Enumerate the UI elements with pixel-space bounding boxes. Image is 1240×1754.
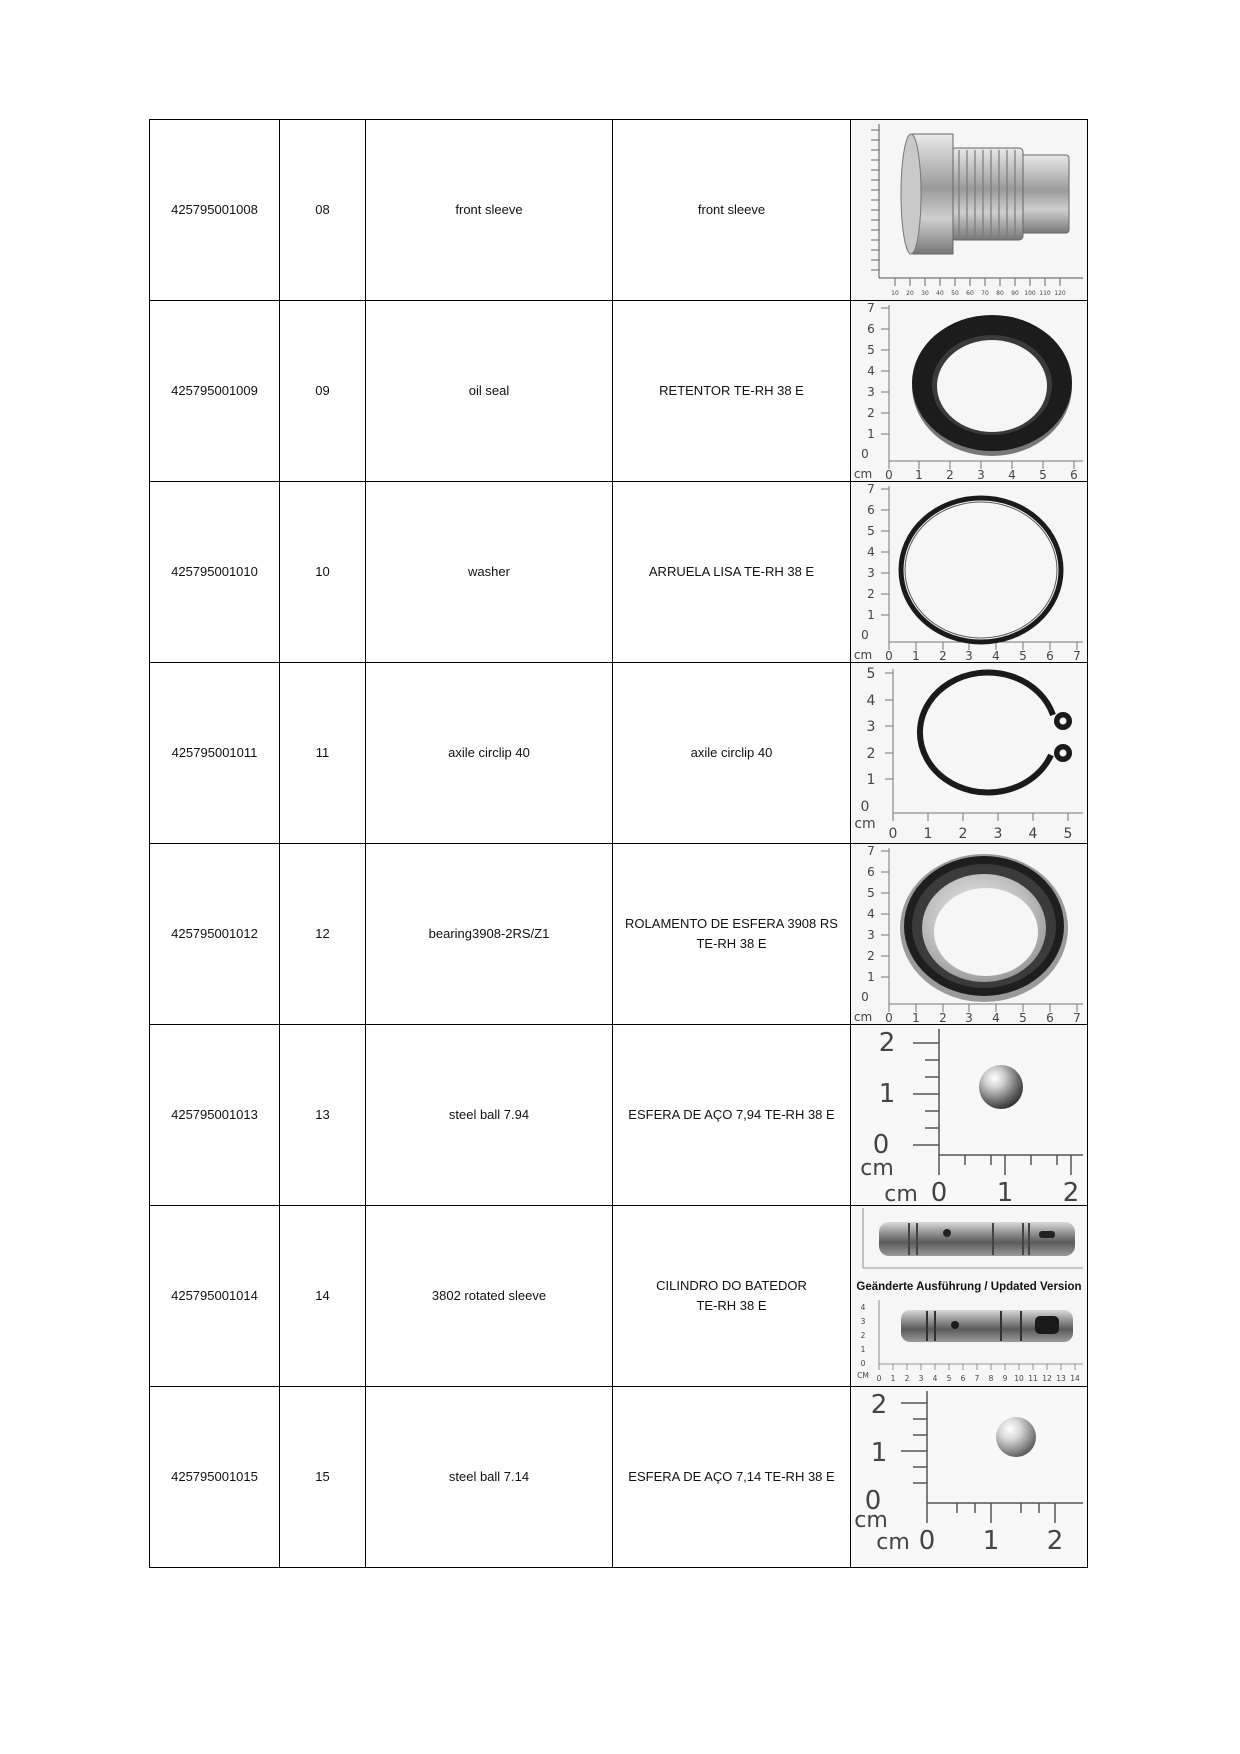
description-pt: axile circlip 40: [613, 663, 851, 844]
scale-tick-label: 3: [993, 826, 1003, 842]
description-pt: ESFERA DE AÇO 7,94 TE-RH 38 E: [613, 1025, 851, 1206]
scale-tick-label: 6: [867, 865, 875, 879]
scale-tick-label: 0: [888, 826, 898, 842]
scale-tick-label: 10: [891, 290, 899, 297]
scale-tick-label: 90: [1011, 290, 1019, 297]
scale-tick-label: 1: [867, 970, 875, 984]
scale-tick-label: 4: [860, 1303, 866, 1312]
part-code: 425795001014: [150, 1206, 280, 1387]
scale-unit-label: cm: [884, 1182, 918, 1205]
scale-tick-label: 0: [861, 628, 869, 642]
scale-tick-label: 3: [867, 385, 875, 399]
scale-tick-label: 5: [1039, 468, 1047, 481]
scale-unit-label: CM: [857, 1371, 869, 1380]
scale-tick-label: 2: [1046, 1526, 1064, 1556]
scale-tick-label: 0: [861, 990, 869, 1004]
scale-tick-label: 2: [878, 1028, 896, 1058]
scale-tick-label: 4: [992, 1011, 1000, 1024]
scale-tick-label: 2: [867, 587, 875, 601]
scale-tick-label: 2: [939, 1011, 947, 1024]
scale-tick-label: 4: [992, 649, 1000, 662]
description-pt-line: ROLAMENTO DE ESFERA 3908 RS: [625, 916, 838, 931]
scale-tick-label: 50: [951, 290, 959, 297]
scale-tick-label: 1: [866, 772, 876, 788]
table-row: [150, 301, 1088, 482]
scale-tick-label: 13: [1056, 1374, 1066, 1383]
scale-tick-label: 1: [870, 1438, 888, 1468]
scale-tick-label: 3: [866, 719, 876, 735]
scale-tick-label: 110: [1039, 290, 1051, 297]
description-en: front sleeve: [366, 120, 613, 301]
bearing-photo: [851, 844, 1088, 1024]
part-photo: [851, 663, 1088, 844]
scale-tick-label: 1: [860, 1345, 866, 1354]
part-photo: [851, 482, 1088, 663]
part-photo: [851, 120, 1088, 301]
scale-tick-label: 1: [867, 427, 875, 441]
scale-tick-label: 3: [860, 1317, 866, 1326]
steel-ball-photo: [851, 1387, 1088, 1567]
part-photo: [851, 301, 1088, 482]
description-pt: RETENTOR TE-RH 38 E: [613, 301, 851, 482]
scale-tick-label: 100: [1024, 290, 1036, 297]
scale-tick-label: 2: [904, 1374, 910, 1383]
scale-tick-label: 4: [1028, 826, 1038, 842]
scale-tick-label: 2: [870, 1390, 888, 1420]
part-code: 425795001012: [150, 844, 280, 1025]
scale-tick-label: 2: [860, 1331, 866, 1340]
scale-tick-label: 2: [867, 949, 875, 963]
scale-tick-label: 120: [1054, 290, 1066, 297]
scale-tick-label: 8: [988, 1374, 994, 1383]
description-pt-line: TE-RH 38 E: [696, 936, 767, 951]
scale-tick-label: 2: [867, 406, 875, 420]
scale-tick-label: 5: [1019, 649, 1027, 662]
scale-tick-label: 0: [861, 447, 869, 461]
scale-tick-label: 80: [996, 290, 1004, 297]
scale-tick-label: 4: [867, 364, 875, 378]
scale-tick-label: 4: [867, 545, 875, 559]
scale-tick-label: 7: [867, 301, 875, 315]
front-sleeve-photo: [851, 120, 1088, 300]
scale-tick-label: 5: [867, 886, 875, 900]
description-en: bearing3908-2RS/Z1: [366, 844, 613, 1025]
scale-tick-label: 5: [867, 343, 875, 357]
scale-unit-label: cm: [876, 1530, 910, 1555]
scale-unit-label: cm: [853, 1010, 873, 1024]
steel-ball-photo: [851, 1025, 1088, 1205]
scale-tick-label: 7: [974, 1374, 980, 1383]
scale-unit-label: cm: [853, 648, 873, 662]
description-pt: front sleeve: [613, 120, 851, 301]
scale-tick-label: 0: [860, 1359, 866, 1368]
description-pt: [613, 1206, 851, 1387]
scale-tick-label: 11: [1028, 1374, 1038, 1383]
table-row: [150, 482, 1088, 663]
scale-tick-label: 5: [867, 524, 875, 538]
part-code: 425795001015: [150, 1387, 280, 1568]
scale-tick-label: 1: [982, 1526, 1000, 1556]
scale-tick-label: 1: [996, 1178, 1014, 1205]
scale-tick-label: 5: [1019, 1011, 1027, 1024]
position-number: 12: [280, 844, 366, 1025]
table-row: [150, 1025, 1088, 1206]
scale-tick-label: 0: [872, 1130, 890, 1160]
scale-tick-label: 6: [1046, 1011, 1054, 1024]
scale-tick-label: 20: [906, 290, 914, 297]
oil-seal-photo: [851, 301, 1088, 481]
scale-tick-label: 6: [867, 503, 875, 517]
scale-tick-label: 9: [1002, 1374, 1008, 1383]
description-en: 3802 rotated sleeve: [366, 1206, 613, 1387]
scale-tick-label: 6: [1070, 468, 1078, 481]
position-number: 09: [280, 301, 366, 482]
scale-tick-label: 14: [1070, 1374, 1080, 1383]
scale-tick-label: 2: [946, 468, 954, 481]
scale-tick-label: 2: [1062, 1178, 1080, 1205]
scale-tick-label: 1: [867, 608, 875, 622]
scale-unit-label: cm: [854, 816, 876, 832]
scale-tick-label: 1: [915, 468, 923, 481]
rotated-sleeve-photo: [851, 1206, 1088, 1386]
circlip-photo: [851, 663, 1088, 843]
scale-tick-label: 1: [912, 649, 920, 662]
description-en: axile circlip 40: [366, 663, 613, 844]
scale-tick-label: 4: [867, 907, 875, 921]
scale-tick-label: 6: [1046, 649, 1054, 662]
scale-tick-label: 5: [866, 666, 876, 682]
description-en: steel ball 7.14: [366, 1387, 613, 1568]
position-number: 11: [280, 663, 366, 844]
description-pt: [613, 844, 851, 1025]
scale-tick-label: 0: [918, 1526, 936, 1556]
part-photo: [851, 1387, 1088, 1568]
scale-tick-label: 3: [965, 649, 973, 662]
table-row: [150, 663, 1088, 844]
scale-tick-label: 0: [885, 468, 893, 481]
scale-tick-label: 1: [890, 1374, 896, 1383]
scale-tick-label: 2: [939, 649, 947, 662]
scale-tick-label: 3: [867, 566, 875, 580]
scale-tick-label: 5: [946, 1374, 952, 1383]
description-en: oil seal: [366, 301, 613, 482]
part-code: 425795001010: [150, 482, 280, 663]
scale-tick-label: 0: [885, 1011, 893, 1024]
scale-tick-label: 1: [912, 1011, 920, 1024]
scale-tick-label: 1: [923, 826, 933, 842]
scale-unit-label: cm: [853, 467, 873, 481]
table-row: [150, 844, 1088, 1025]
washer-photo: [851, 482, 1088, 662]
description-en: steel ball 7.94: [366, 1025, 613, 1206]
scale-tick-label: 1: [878, 1079, 896, 1109]
table-row: [150, 1206, 1088, 1387]
scale-tick-label: 2: [958, 826, 968, 842]
position-number: 08: [280, 120, 366, 301]
part-code: 425795001008: [150, 120, 280, 301]
scale-tick-label: 30: [921, 290, 929, 297]
scale-tick-label: 4: [932, 1374, 938, 1383]
scale-tick-label: 0: [930, 1178, 948, 1205]
scale-tick-label: 60: [966, 290, 974, 297]
scale-tick-label: 2: [866, 746, 876, 762]
scale-tick-label: 3: [965, 1011, 973, 1024]
position-number: 13: [280, 1025, 366, 1206]
parts-table: [149, 119, 1088, 1568]
scale-tick-label: 3: [977, 468, 985, 481]
part-code: 425795001009: [150, 301, 280, 482]
scale-tick-label: 7: [867, 482, 875, 496]
scale-tick-label: 0: [860, 799, 870, 815]
scale-tick-label: 4: [866, 693, 876, 709]
scale-tick-label: 4: [1008, 468, 1016, 481]
scale-tick-label: 6: [960, 1374, 966, 1383]
scale-tick-label: 0: [876, 1374, 882, 1383]
table-row: [150, 1387, 1088, 1568]
scale-tick-label: 3: [918, 1374, 924, 1383]
part-photo: [851, 1206, 1088, 1387]
table-row: [150, 120, 1088, 301]
description-pt-line: CILINDRO DO BATEDOR: [656, 1278, 807, 1293]
scale-tick-label: 7: [867, 844, 875, 858]
scale-tick-label: 40: [936, 290, 944, 297]
description-en: washer: [366, 482, 613, 663]
scale-tick-label: 5: [1063, 826, 1073, 842]
scale-unit-label: cm: [854, 1508, 888, 1533]
scale-tick-label: 3: [867, 928, 875, 942]
part-photo: [851, 844, 1088, 1025]
scale-tick-label: 12: [1042, 1374, 1052, 1383]
scale-tick-label: 7: [1073, 649, 1081, 662]
description-pt-line: TE-RH 38 E: [696, 1298, 767, 1313]
position-number: 15: [280, 1387, 366, 1568]
scale-tick-label: 0: [864, 1486, 882, 1516]
updated-version-caption: Geänderte Ausführung / Updated Version: [856, 1281, 1082, 1293]
scale-tick-label: 10: [1014, 1374, 1024, 1383]
part-code: 425795001013: [150, 1025, 280, 1206]
description-pt: ESFERA DE AÇO 7,14 TE-RH 38 E: [613, 1387, 851, 1568]
description-pt: ARRUELA LISA TE-RH 38 E: [613, 482, 851, 663]
position-number: 10: [280, 482, 366, 663]
scale-unit-label: cm: [860, 1156, 894, 1181]
scale-tick-label: 7: [1073, 1011, 1081, 1024]
part-code: 425795001011: [150, 663, 280, 844]
scale-tick-label: 0: [885, 649, 893, 662]
scale-tick-label: 6: [867, 322, 875, 336]
part-photo: [851, 1025, 1088, 1206]
position-number: 14: [280, 1206, 366, 1387]
scale-tick-label: 70: [981, 290, 989, 297]
